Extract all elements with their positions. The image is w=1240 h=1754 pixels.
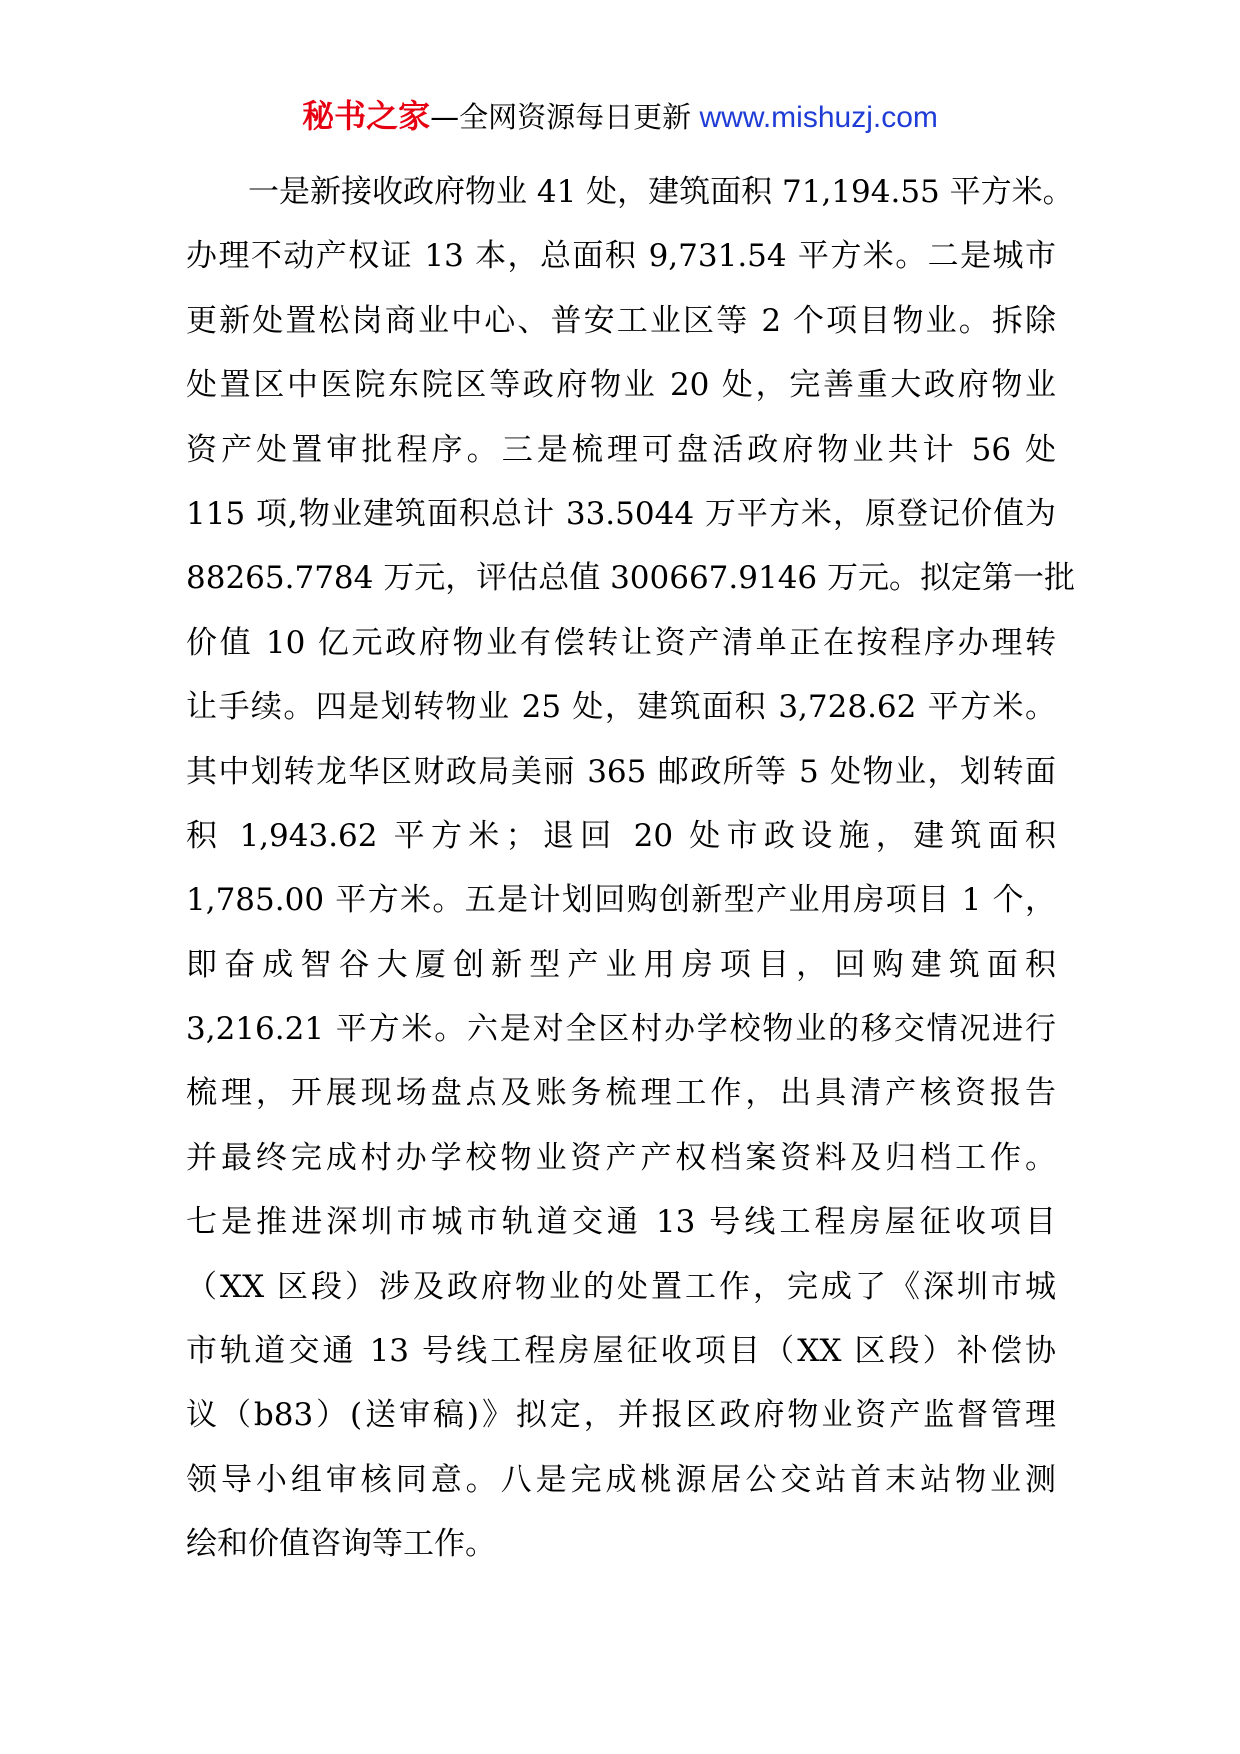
paragraph-line: （XX 区段）涉及政府物业的处置工作，完成了《深圳市城: [186, 1268, 1056, 1305]
paragraph-line: 一是新接收政府物业 41 处，建筑面积 71,194.55 平方米。: [248, 174, 1074, 210]
paragraph-line: 88265.7784 万元，评估总值 300667.9146 万元。拟定第一批: [186, 560, 1076, 597]
paragraph-line: 绘和价值咨询等工作。: [186, 1526, 496, 1563]
paragraph-line: 并最终完成村办学校物业资产产权档案资料及归档工作。: [186, 1139, 1056, 1176]
paragraph-line: 梳理，开展现场盘点及账务梳理工作，出具清产核资报告: [186, 1075, 1056, 1112]
paragraph-line: 处置区中医院东院区等政府物业 20 处，完善重大政府物业: [186, 367, 1056, 404]
paragraph-line: 领导小组审核同意。八是完成桃源居公交站首末站物业测: [186, 1461, 1056, 1498]
paragraph-line: 其中划转龙华区财政局美丽 365 邮政所等 5 处物业，划转面: [186, 753, 1056, 790]
paragraph-line: 七是推进深圳市城市轨道交通 13 号线工程房屋征收项目: [186, 1204, 1056, 1241]
paragraph-line: 积 1,943.62 平方米；退回 20 处市政设施，建筑面积: [186, 817, 1056, 854]
paragraph-line: 市轨道交通 13 号线工程房屋征收项目（XX 区段）补偿协: [186, 1333, 1056, 1370]
paragraph-line: 议（b83）(送审稿)》拟定，并报区政府物业资产监督管理: [186, 1397, 1056, 1434]
paragraph-line: 即奋成智谷大厦创新型产业用房项目，回购建筑面积: [186, 946, 1056, 983]
paragraph-line: 办理不动产权证 13 本，总面积 9,731.54 平方米。二是城市: [186, 238, 1056, 275]
paragraph-line: 3,216.21 平方米。六是对全区村办学校物业的移交情况进行: [186, 1011, 1056, 1048]
paragraph-line: 115 项,物业建筑面积总计 33.5044 万平方米，原登记价值为: [186, 495, 1056, 532]
paragraph-line: 价值 10 亿元政府物业有偿转让资产清单正在按程序办理转: [186, 624, 1056, 661]
document-body: [186, 160, 1076, 1577]
paragraph-line: 1,785.00 平方米。五是计划回购创新型产业用房项目 1 个，: [186, 882, 1056, 919]
site-header: [0, 96, 1240, 138]
brand-name: 秘书之家: [302, 97, 431, 135]
header-tagline: —全网资源每日更新: [430, 100, 692, 134]
site-url: www.mishuzj.com: [691, 101, 938, 134]
paragraph-line: 更新处置松岗商业中心、普安工业区等 2 个项目物业。拆除: [186, 302, 1056, 339]
paragraph-line: 资产处置审批程序。三是梳理可盘活政府物业共计 56 处: [186, 431, 1056, 468]
paragraph-line: 让手续。四是划转物业 25 处，建筑面积 3,728.62 平方米。: [186, 689, 1056, 726]
